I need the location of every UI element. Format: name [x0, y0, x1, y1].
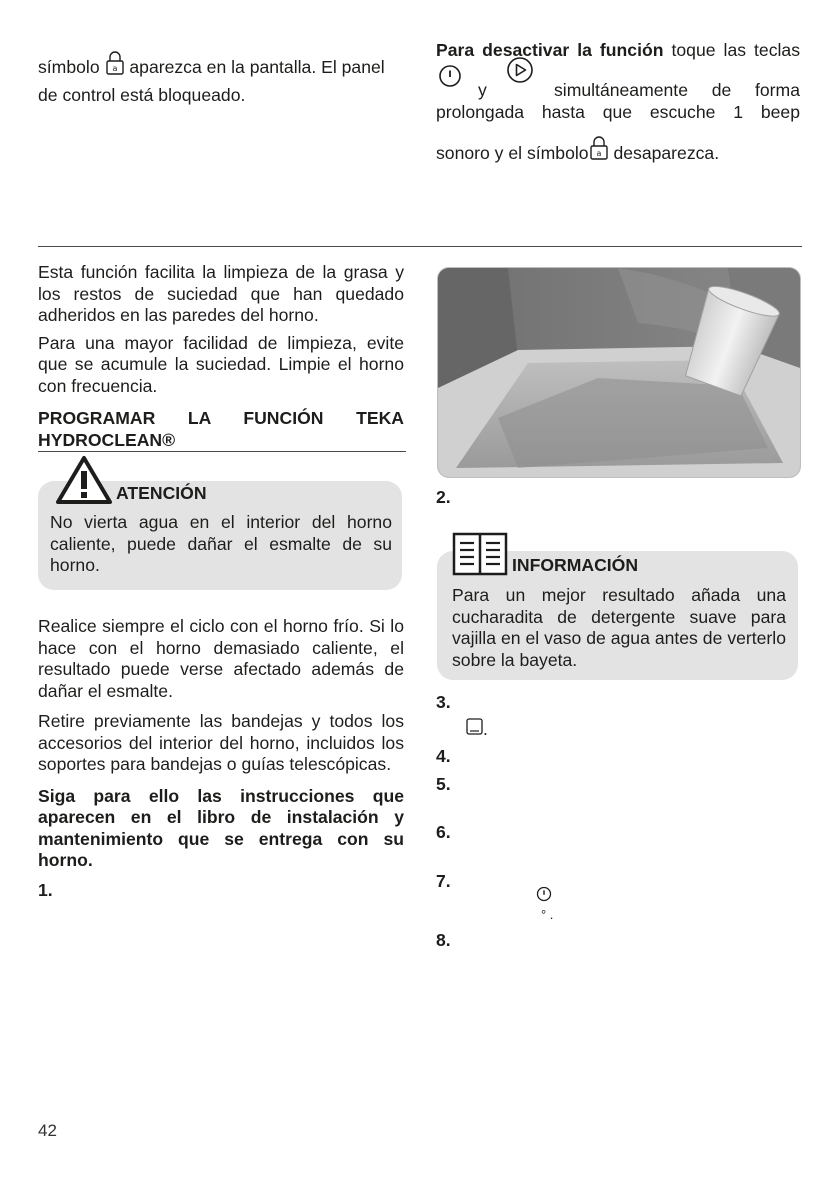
deactivate-line1: Para desactivar la función toque las teclas	[436, 40, 800, 60]
instructions-paragraph: Siga para ello las instrucciones que aparecen en el libro de instalación y mantenimiento que se entrega con su horno.	[38, 785, 404, 870]
deactivate-line2: y simultáneamente de forma	[436, 64, 800, 102]
section-title-underline	[38, 451, 406, 452]
padlock-icon	[589, 135, 609, 167]
step-4-number: 4.	[436, 746, 451, 766]
intro-paragraph: Esta función facilita la limpieza de la grasa y los restos de suciedad que han quedado adheridos en las paredes del horno.	[38, 262, 404, 325]
padlock-icon	[105, 50, 125, 82]
power-icon	[438, 64, 462, 94]
section-title: PROGRAMAR LA FUNCIÓN TEKA HYDROCLEAN®	[38, 408, 404, 450]
top-right-text	[436, 40, 800, 167]
information-title: INFORMACIÓN	[512, 555, 639, 575]
oven-light-icon	[466, 718, 483, 741]
oven-cleaning-photo	[437, 267, 801, 478]
cold-oven-paragraph: Realice siempre el ciclo con el horno frío. Si lo hace con el horno demasiado caliente, el resultado puede verse afectado además de dañar el esmalte.	[38, 616, 404, 701]
step-3-number: 3.	[436, 692, 451, 712]
page-number: 42	[38, 1121, 57, 1140]
cleaning-tip-paragraph: Para una mayor facilidad de limpieza, evite que se acumule la suciedad. Limpie el horno con frecuencia.	[38, 332, 404, 396]
svg-text:a: a	[596, 149, 602, 158]
step-1-number: 1.	[38, 880, 53, 900]
info-book-icon	[452, 532, 508, 582]
step-8-number: 8.	[436, 930, 451, 950]
section-divider	[38, 246, 802, 247]
lock-sentence-line1: símbolo a aparezca en la pantalla. El panel	[38, 50, 404, 82]
deactivate-line3: prolongada hasta que escuche 1 beep	[436, 101, 800, 122]
step-2-number: 2.	[436, 487, 451, 507]
attention-text: No vierta agua en el interior del horno caliente, puede dañar el esmalte de su horno.	[50, 512, 392, 575]
step-7-number: 7.	[436, 871, 451, 891]
step-6-number: 6.	[436, 822, 451, 842]
step-3-dot: .	[483, 719, 488, 739]
information-text: Para un mejor resultado añada una cucharadita de detergente suave para vajilla en el vaso de agua antes de verterlo sobre la bayeta.	[452, 585, 786, 670]
step-5-number: 5.	[436, 774, 451, 794]
deactivate-line4: sonoro y el símbolo a desaparezca.	[436, 135, 800, 167]
left-column	[38, 262, 404, 451]
svg-text:a: a	[112, 64, 117, 73]
top-left-text	[38, 50, 404, 106]
attention-title: ATENCIÓN	[116, 483, 207, 503]
warning-icon	[55, 455, 113, 511]
step-7-degree: ° .	[541, 907, 554, 922]
play-icon	[506, 56, 534, 90]
left-column-lower	[38, 616, 404, 872]
lock-sentence-line2: de control está bloqueado.	[38, 84, 246, 105]
remove-trays-paragraph: Retire previamente las bandejas y todos los accesorios del interior del horno, incluidos los soportes para bandejas o guías telescópicas.	[38, 711, 404, 774]
